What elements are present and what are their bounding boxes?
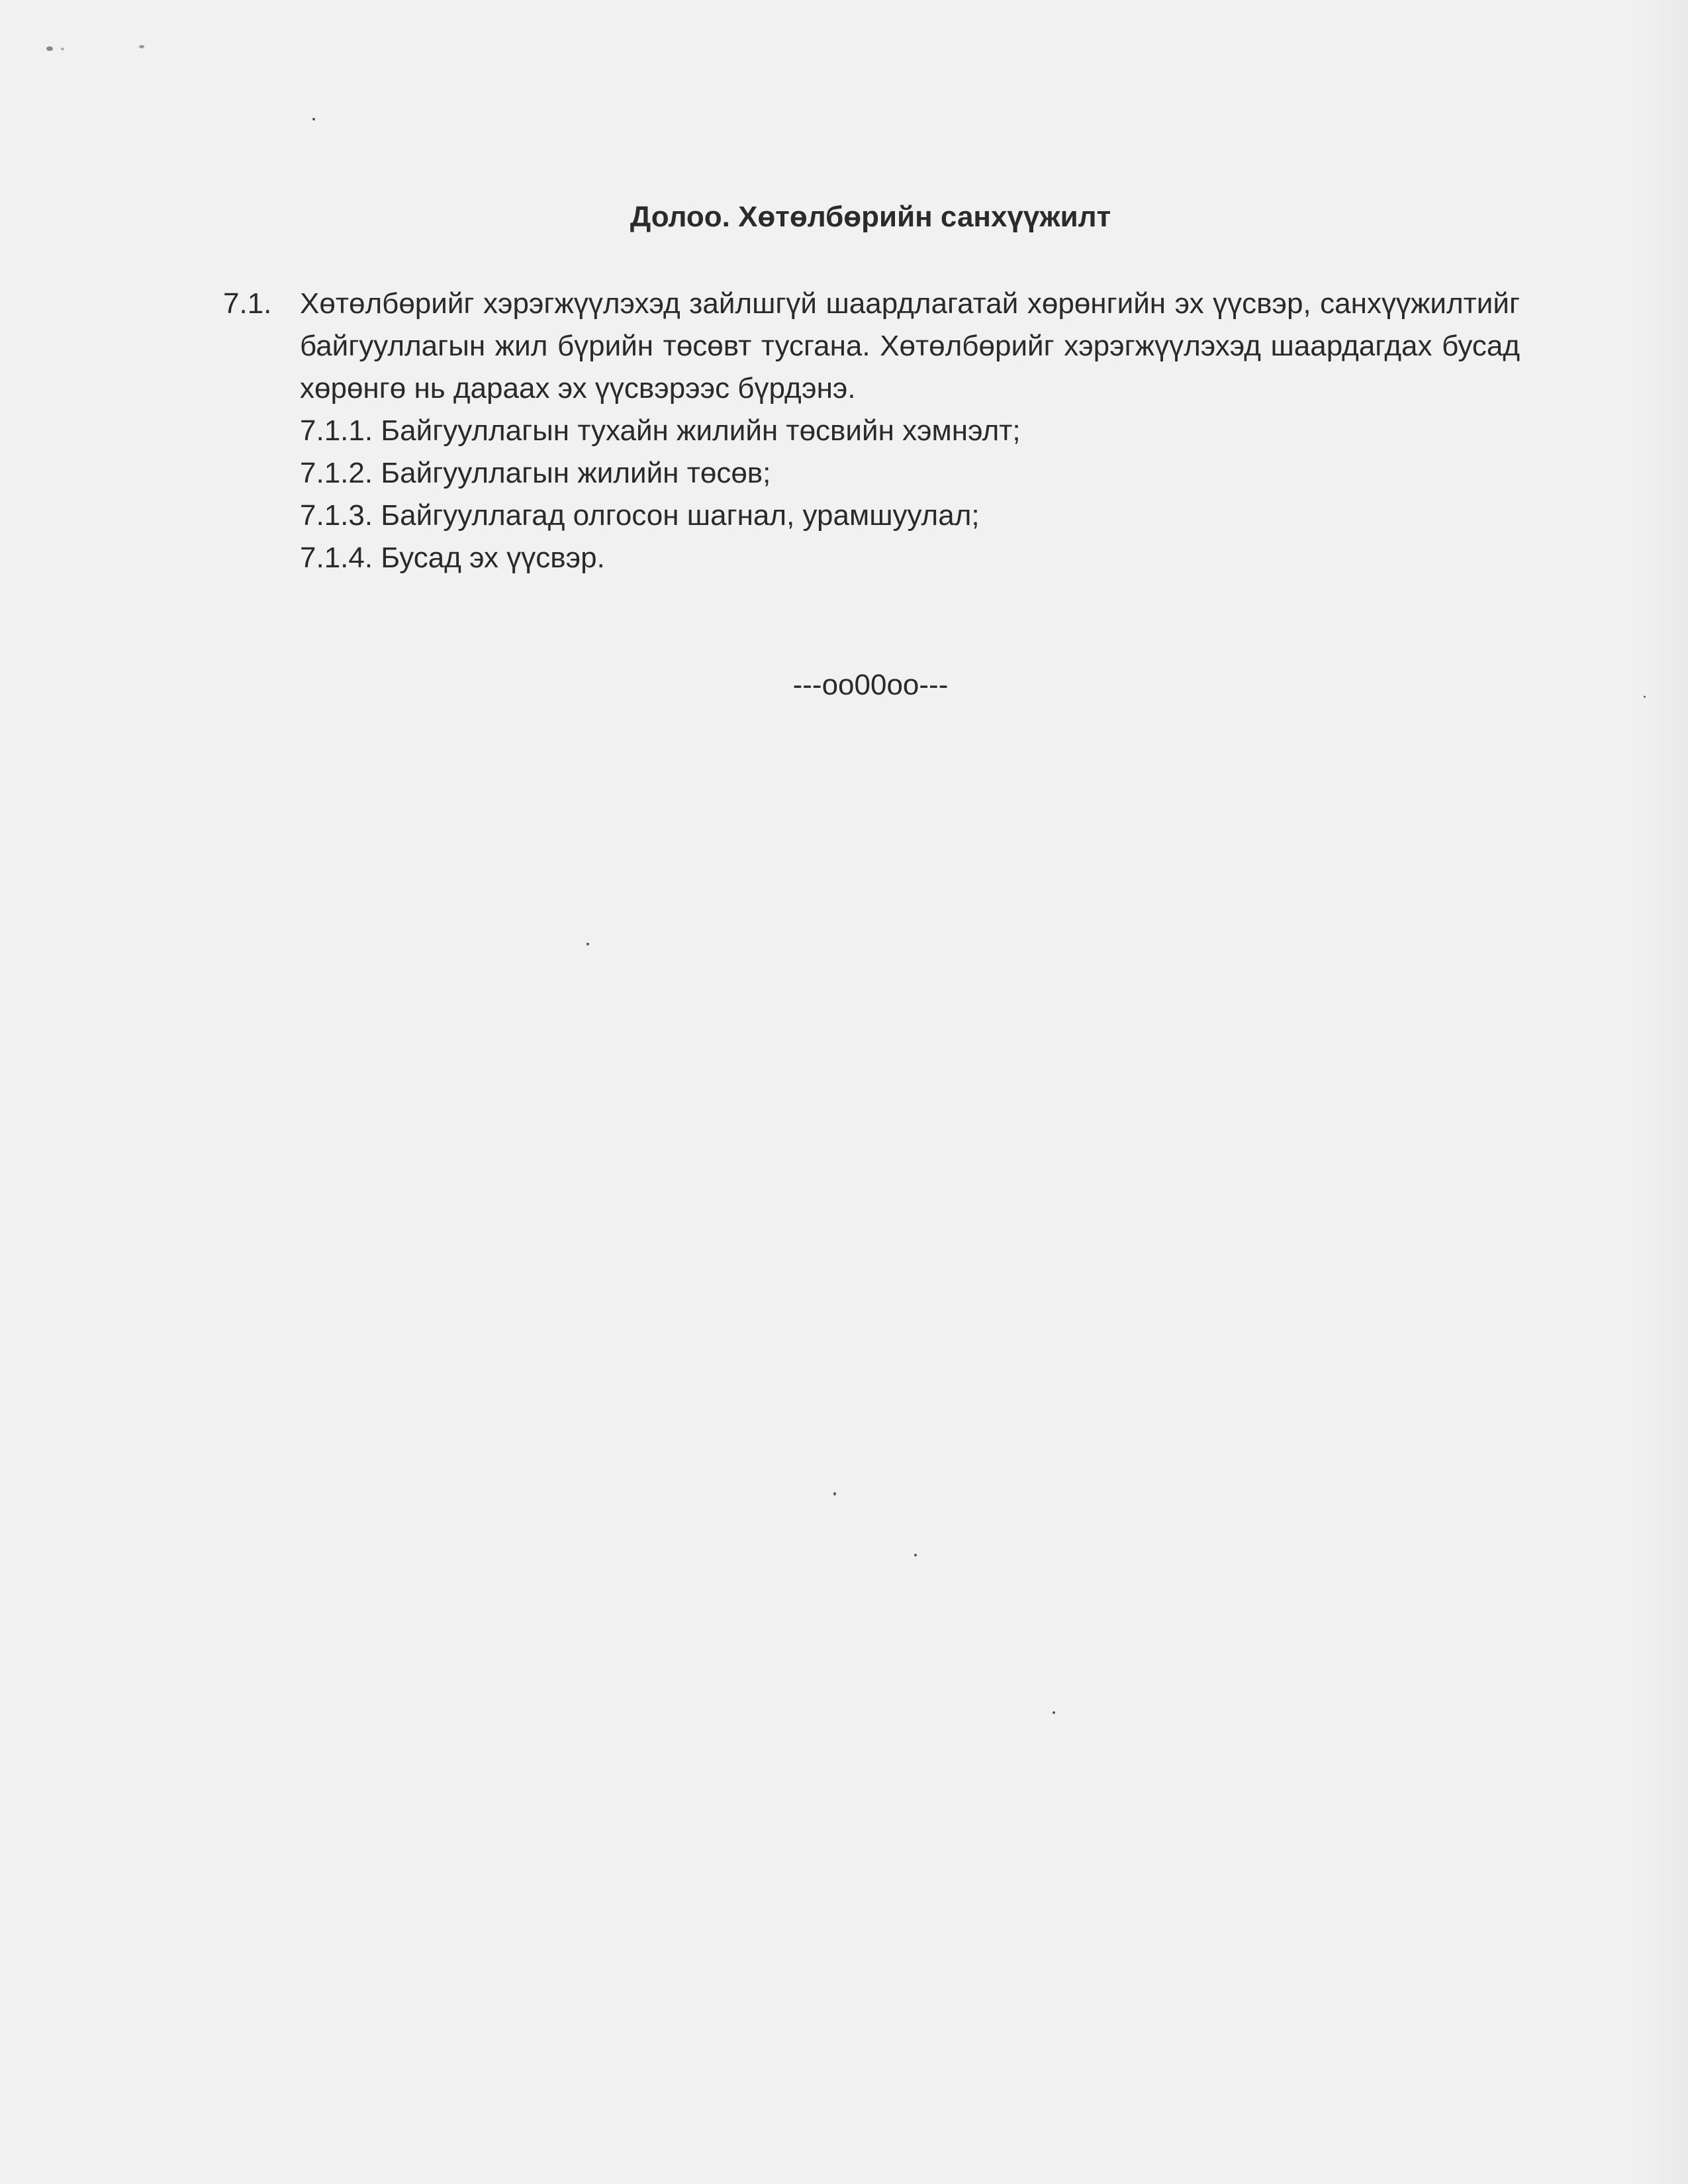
list-item: 7.1.3. Байгууллагад олгосон шагнал, урамшуулал;: [300, 499, 980, 532]
section-heading: Долоо. Хөтөлбөрийн санхүүжилт: [630, 201, 1111, 233]
list-item: 7.1.1. Байгууллагын тухайн жилийн төсвийн хэмнэлт;: [300, 414, 1021, 447]
list-item: 7.1.4. Бусад эх үүсвэр.: [300, 542, 605, 574]
list-item: 7.1.2. Байгууллагын жилийн төсөв;: [300, 457, 771, 489]
scan-speck: [586, 943, 589, 945]
item-paragraph: Хөтөлбөрийг хэрэгжүүлэхэд зайлшгүй шаардлагатай хөрөнгийн эх үүсвэр, санхүүжилтийг байгууллагын жил бүрийн төсөвт тусгана. Хөтөлбөрийг хэрэгжүүлэхэд шаардагдах бусад хөрөнгө нь дараах эх үүсвэрээс бүрдэнэ.: [300, 287, 1520, 404]
scan-speck: [61, 48, 64, 50]
funding-sources-list: [300, 410, 1021, 579]
scan-speck: [46, 46, 53, 51]
scan-speck: [1053, 1711, 1055, 1714]
end-mark: ---oo00oo---: [792, 669, 949, 701]
page-edge-shadow: [1636, 0, 1688, 2184]
scan-speck: [914, 1554, 917, 1556]
scan-speck: [312, 118, 315, 120]
scan-speck: [833, 1492, 836, 1496]
scan-speck: [139, 45, 144, 48]
item-number: 7.1.: [223, 287, 272, 320]
